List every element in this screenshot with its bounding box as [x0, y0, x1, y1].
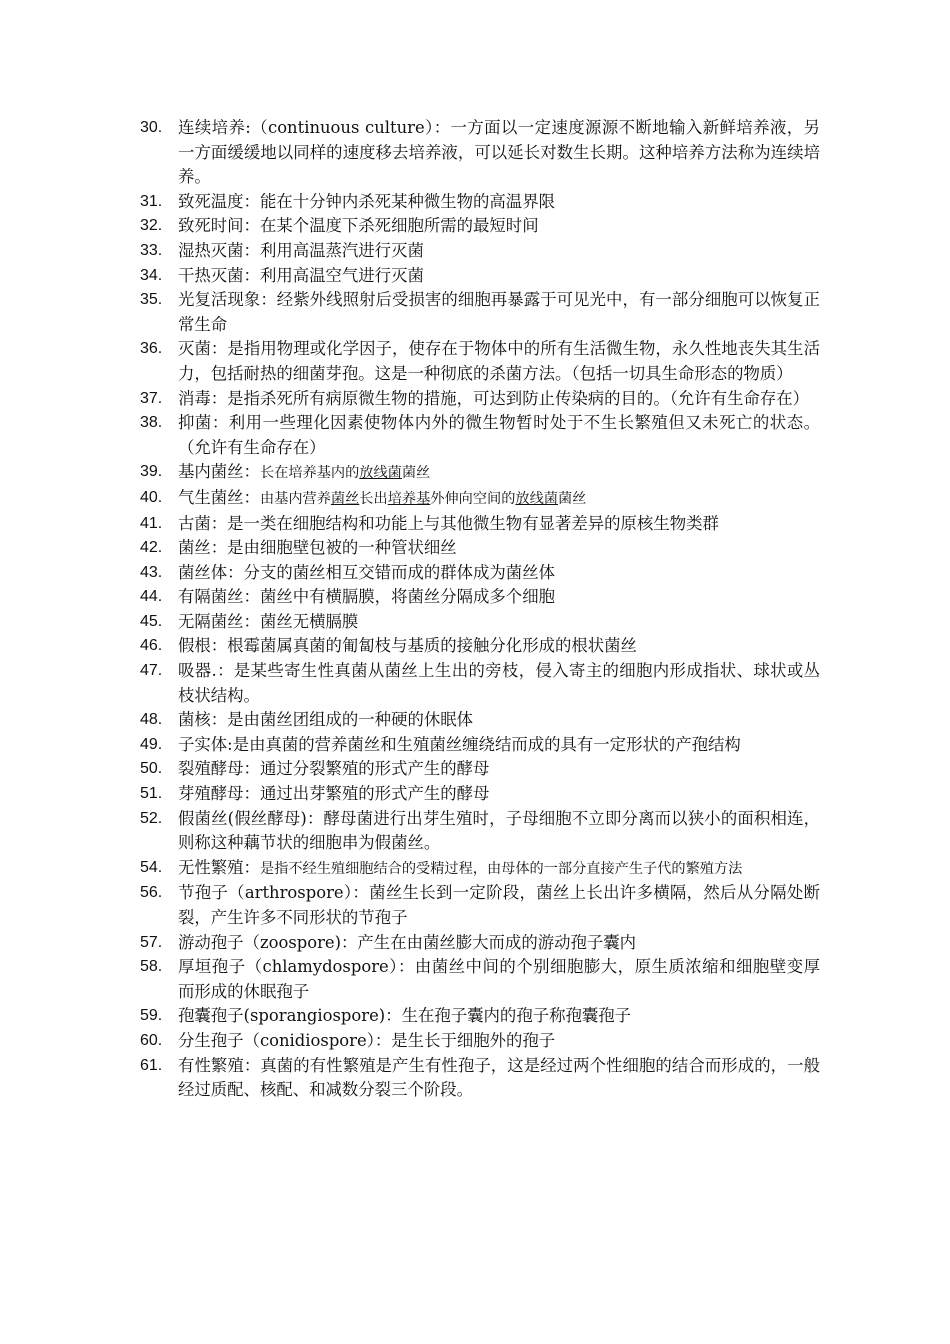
list-item [140, 288, 820, 337]
item-number: 56. [140, 884, 163, 902]
item-text: 分生孢子（conidiospore）：是生长于细胞外的孢子 [178, 1030, 556, 1050]
item-text: 古菌：是一类在细胞结构和功能上与其他微生物有显著差异的原核生物类群 [178, 513, 719, 533]
item-text: 游动孢子（zoospore)：产生在由菌丝膨大而成的游动孢子囊内 [178, 932, 637, 952]
list-item [140, 239, 820, 264]
list-item [140, 116, 820, 190]
item-number: 57. [140, 933, 163, 951]
item-text: 菌核：是由菌丝团组成的一种硬的休眠体 [178, 710, 474, 730]
item-text: 干热灭菌：利用高温空气进行灭菌 [178, 265, 424, 285]
list-item [140, 807, 820, 856]
list-item [140, 708, 820, 733]
item-text: 吸器.：是某些寄生性真菌从菌丝上生出的旁枝，侵入寄主的细胞内形成指状、球状或丛枝状结构。 [178, 661, 820, 705]
list-item [140, 782, 820, 807]
item-text: 消毒：是指杀死所有病原微生物的措施，可达到防止传染病的目的。（允许有生命存在） [178, 388, 810, 408]
item-number: 39. [140, 463, 163, 481]
item-number: 54. [140, 858, 163, 876]
linked-term: 放线菌 [359, 465, 402, 482]
item-text: 菌丝：是由细胞壁包被的一种管状细丝 [178, 538, 457, 558]
item-number: 61. [140, 1056, 163, 1074]
term-label: 基内菌丝： [178, 462, 260, 482]
item-text: 灭菌：是指用物理或化学因子，使存在于物体中的所有生活微生物，永久性地丧失其生活力，包括耐热的细菌芽孢。这是一种彻底的杀菌方法。（包括一切具生命形态的物质） [178, 339, 820, 383]
list-item [140, 659, 820, 708]
item-number: 52. [140, 809, 163, 827]
list-item [140, 634, 820, 659]
list-item [140, 264, 820, 289]
item-number: 38. [140, 414, 163, 432]
list-item [140, 190, 820, 215]
item-text: 裂殖酵母：通过分裂繁殖的形式产生的酵母 [178, 759, 490, 779]
item-number: 50. [140, 760, 163, 778]
item-number: 44. [140, 588, 163, 606]
item-number: 58. [140, 958, 163, 976]
item-number: 31. [140, 192, 163, 210]
list-item [140, 856, 820, 882]
item-number: 45. [140, 612, 163, 630]
item-number: 33. [140, 241, 163, 259]
item-number: 51. [140, 785, 163, 803]
list-item [140, 1004, 820, 1029]
list-item [140, 757, 820, 782]
item-text: 厚垣孢子（chlamydospore）：由菌丝中间的个别细胞膨大，原生质浓缩和细胞壁变厚而形成的休眠孢子 [178, 957, 820, 1001]
item-number: 37. [140, 389, 163, 407]
item-text [178, 460, 820, 486]
linked-term: 培养基 [387, 490, 431, 507]
item-text: 假菌丝(假丝酵母)：酵母菌进行出芽生殖时，子母细胞不立即分离而以狭小的面积相连，则称这种藕节状的细胞串为假菌丝。 [178, 808, 820, 853]
item-number: 42. [140, 539, 163, 557]
item-text: 抑菌：利用一些理化因素使物体内外的微生物暂时处于不生长繁殖但又未死亡的状态。 （允许有生命存在） [178, 413, 820, 457]
list-item [140, 460, 820, 486]
item-text: 假根：根霉菌属真菌的匍匐枝与基质的接触分化形成的根状菌丝 [178, 636, 637, 656]
definition-text: 由基内营养 [259, 490, 331, 507]
term-label: 无性繁殖： [178, 857, 260, 877]
item-text: 无隔菌丝：菌丝无横膈膜 [178, 611, 359, 631]
item-number: 59. [140, 1007, 163, 1025]
item-text [178, 856, 820, 882]
list-item [140, 1029, 820, 1054]
item-text: 致死时间：在某个温度下杀死细胞所需的最短时间 [178, 216, 539, 236]
definition-text: 外伸向空间的 [430, 490, 516, 507]
item-number: 46. [140, 637, 163, 655]
list-item [140, 561, 820, 586]
definition-list [140, 116, 820, 1103]
linked-term: 菌丝 [330, 490, 360, 507]
item-number: 49. [140, 735, 163, 753]
list-item [140, 337, 820, 386]
item-number: 32. [140, 217, 163, 235]
item-text: 致死温度：能在十分钟内杀死某种微生物的高温界限 [178, 191, 555, 211]
list-item [140, 585, 820, 610]
list-item [140, 610, 820, 635]
item-text: 有性繁殖：真菌的有性繁殖是产生有性孢子，这是经过两个性细胞的结合而形成的，一般经过质配、核配、和减数分裂三个阶段。 [178, 1055, 820, 1100]
list-item [140, 411, 820, 460]
linked-term: 放线菌 [515, 490, 558, 507]
definition-text: 是指不经生殖细胞结合的受精过程，由母体的一部分直接产生子代的繁殖方法 [259, 860, 743, 877]
item-text [178, 486, 820, 512]
item-text: 光复活现象：经紫外线照射后受损害的细胞再暴露于可见光中，有一部分细胞可以恢复正常生命 [178, 290, 820, 334]
list-item [140, 214, 820, 239]
item-number: 35. [140, 291, 163, 309]
item-text: 有隔菌丝：菌丝中有横膈膜，将菌丝分隔成多个细胞 [178, 587, 555, 607]
list-item [140, 733, 820, 758]
item-text: 连续培养:（continuous culture）：一方面以一定速度源源不断地输入新鲜培养液，另一方面缓缓地以同样的速度移去培养液，可以延长对数生长期。这种培养方法称为连续培养。 [178, 118, 820, 187]
item-text: 孢囊孢子(sporangiospore)：生在孢子囊内的孢子称孢囊孢子 [178, 1006, 632, 1026]
list-item [140, 931, 820, 956]
item-text: 节孢子（arthrospore）：菌丝生长到一定阶段，菌丝上长出许多横隔，然后从分隔处断裂，产生许多不同形状的节孢子 [178, 883, 820, 927]
item-number: 34. [140, 266, 163, 284]
list-item [140, 536, 820, 561]
item-number: 30. [140, 119, 163, 136]
item-text: 湿热灭菌：利用高温蒸汽进行灭菌 [178, 240, 424, 260]
list-item [140, 881, 820, 930]
definition-text: 长在培养基内的 [259, 465, 360, 482]
list-item [140, 486, 820, 512]
item-text: 子实体:是由真菌的营养菌丝和生殖菌丝缠绕结而成的具有一定形状的产孢结构 [178, 734, 741, 754]
term-label: 气生菌丝： [178, 487, 260, 507]
definition-text: 菌丝 [401, 465, 431, 482]
item-text: 芽殖酵母：通过出芽繁殖的形式产生的酵母 [178, 784, 490, 804]
item-number: 43. [140, 563, 163, 581]
list-item [140, 955, 820, 1004]
item-number: 60. [140, 1031, 163, 1049]
item-number: 36. [140, 340, 163, 358]
item-number: 40. [140, 488, 163, 506]
item-text: 菌丝体：分支的菌丝相互交错而成的群体成为菌丝体 [178, 562, 555, 582]
list-item [140, 512, 820, 537]
item-number: 41. [140, 514, 163, 532]
definition-text: 长出 [359, 490, 388, 507]
list-item [140, 1054, 820, 1103]
definition-text: 菌丝 [557, 490, 587, 507]
list-item [140, 387, 820, 412]
item-number: 48. [140, 711, 163, 729]
item-number: 47. [140, 662, 163, 680]
